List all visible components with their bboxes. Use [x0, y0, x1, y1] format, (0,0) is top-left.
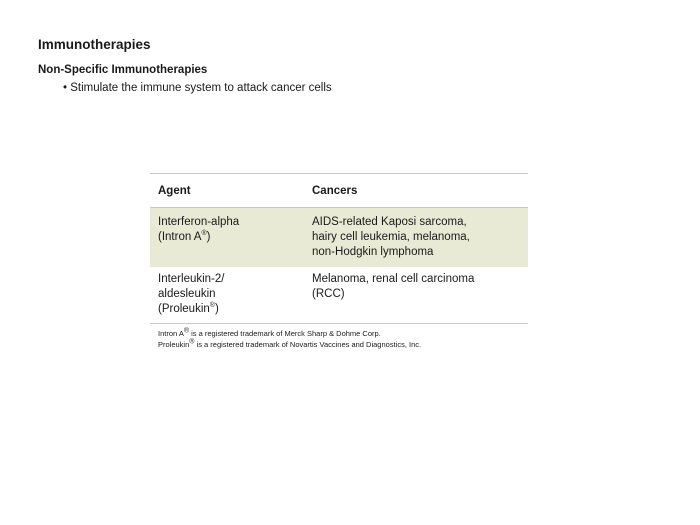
agent-name: Interleukin-2/	[158, 273, 225, 285]
agent-brand-text: (Proleukin	[158, 303, 210, 315]
cancers-line: (RCC)	[312, 288, 345, 300]
header-agent: Agent	[158, 185, 191, 197]
table-row	[150, 208, 528, 268]
slide-title: Immunotherapies	[38, 37, 151, 52]
footnote-brand: Intron A	[158, 329, 184, 338]
agent-brand-close: )	[214, 303, 219, 315]
section-heading: Non-Specific Immunotherapies	[38, 64, 208, 76]
footnote	[158, 339, 421, 350]
cell-cancers	[312, 267, 528, 324]
bullet-item: • Stimulate the immune system to attack cancer cells	[63, 82, 332, 94]
agent-name: aldesleukin	[158, 288, 216, 300]
footnote-brand: Proleukin	[158, 340, 190, 349]
registered-mark: ®	[183, 327, 190, 335]
therapies-table	[150, 173, 528, 324]
registered-mark: ®	[209, 302, 215, 310]
table-row	[150, 267, 528, 324]
agent-brand-close: )	[206, 231, 211, 243]
header-cancers: Cancers	[312, 185, 358, 197]
cancers-line: Melanoma, renal cell carcinoma	[312, 273, 475, 285]
cell-agent	[150, 267, 312, 324]
footnote-text: is a registered trademark of Novartis Vaccines and Diagnostics, Inc.	[194, 340, 422, 349]
bullet-text: Stimulate the immune system to attack cancer cells	[70, 82, 332, 94]
registered-mark: ®	[201, 230, 207, 238]
footnote-text: is a registered trademark of Merck Sharp & Dohme Corp.	[189, 329, 381, 338]
cell-cancers	[312, 208, 528, 268]
agent-brand	[158, 302, 312, 317]
cancers-line: hairy cell leukemia, melanoma,	[312, 231, 470, 243]
agent-brand	[158, 230, 312, 245]
registered-mark: ®	[189, 338, 195, 346]
cancers-line: AIDS-related Kaposi sarcoma,	[312, 216, 467, 228]
cancers-line: non-Hodgkin lymphoma	[312, 246, 434, 258]
cell-agent	[150, 208, 312, 268]
therapies-table-container	[150, 173, 528, 324]
table-header-row	[150, 174, 528, 208]
agent-brand-text: (Intron A	[158, 231, 202, 243]
agent-name: Interferon-alpha	[158, 216, 240, 228]
footnotes	[158, 328, 421, 350]
footnote	[158, 328, 421, 339]
